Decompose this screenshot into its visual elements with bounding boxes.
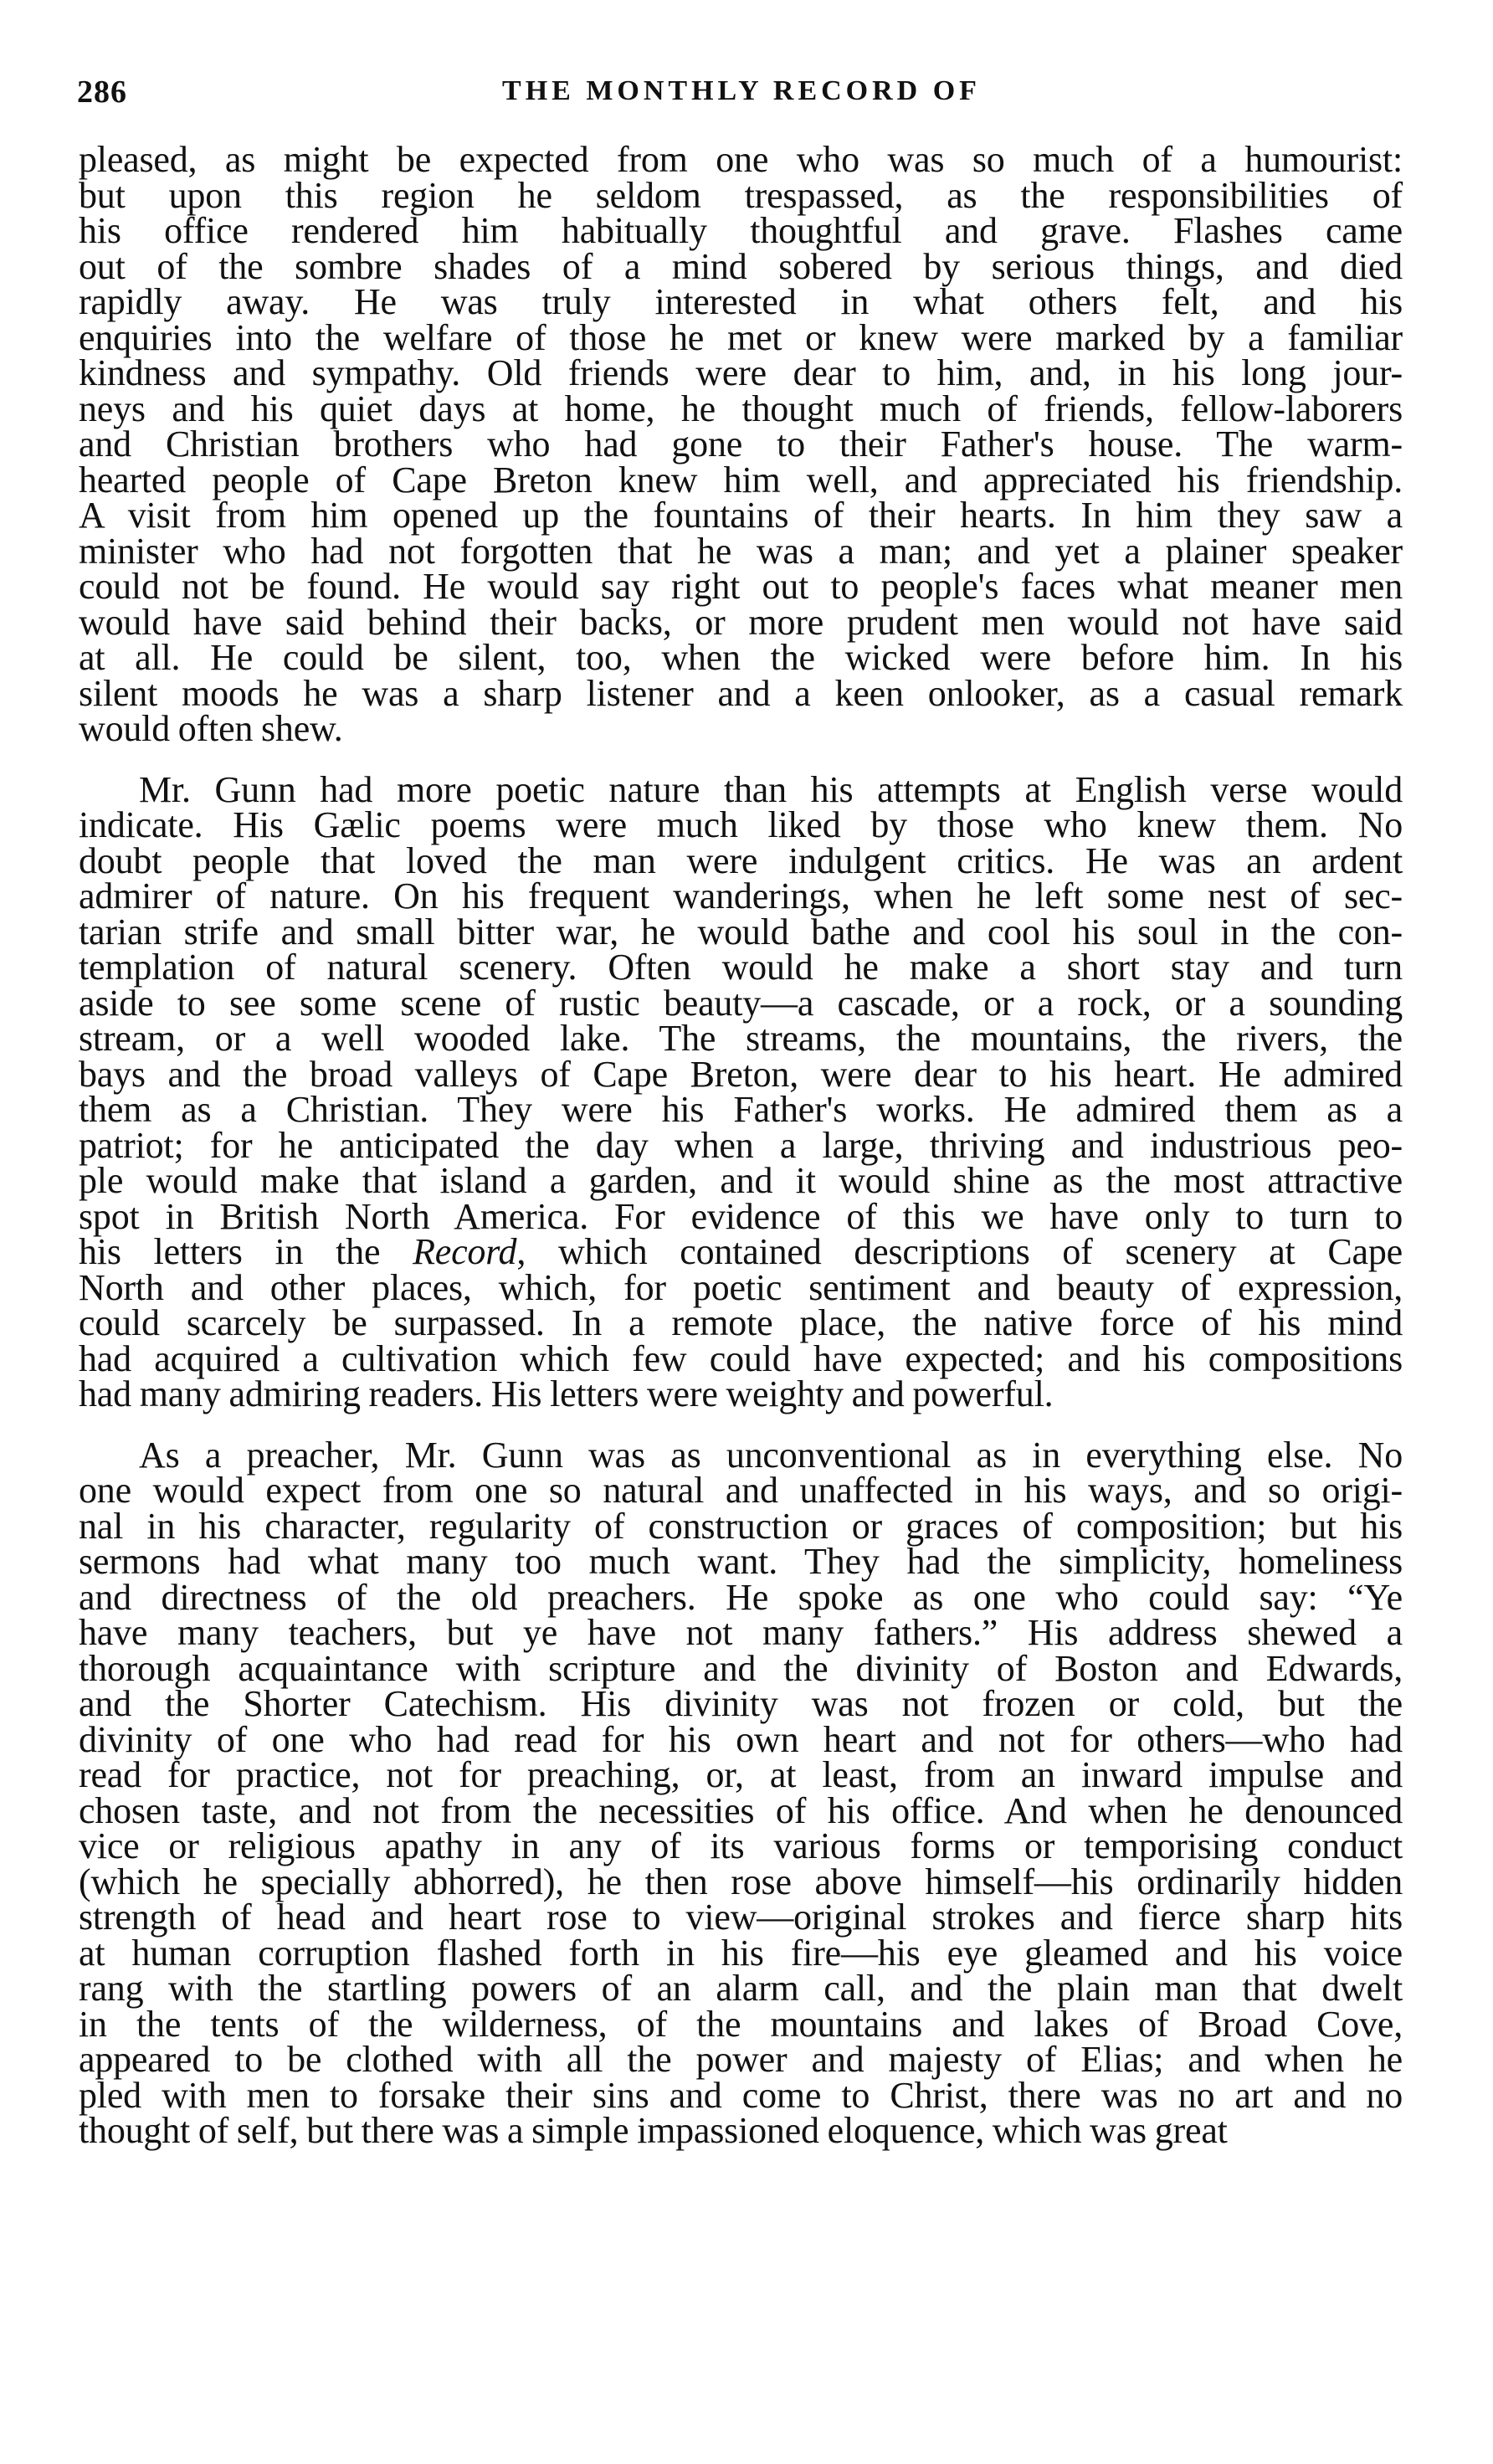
- paragraph: [79, 768, 1403, 1414]
- text-line: hearted people of Cape Breton knew him well, and appreciated his friendship.: [79, 459, 1403, 501]
- text-line: chosen taste, and not from the necessities of his office. And when he denounced: [79, 1789, 1403, 1831]
- text-line: (which he specially abhorred), he then rose above himself—his ordinarily hidden: [79, 1861, 1403, 1902]
- text-line: North and other places, which, for poetic sentiment and beauty of expression,: [79, 1266, 1403, 1308]
- text-line: appeared to be clothed with all the power and majesty of Elias; and when he: [79, 2039, 1403, 2080]
- text-line: nal in his character, regularity of construction or graces of composition; but his: [79, 1505, 1403, 1547]
- text-line: read for practice, not for preaching, or, at least, from an inward impulse and: [79, 1754, 1403, 1795]
- text-line: vice or religious apathy in any of its various forms or temporising conduct: [79, 1825, 1403, 1866]
- text-line: indicate. His Gælic poems were much liked by those who knew them. No: [79, 804, 1403, 845]
- text-line: pleased, as might be expected from one who was so much of a humourist:: [79, 139, 1403, 180]
- text-line: kindness and sympathy. Old friends were dear to him, and, in his long jour-: [79, 352, 1403, 393]
- text-line: bays and the broad valleys of Cape Breton, were dear to his heart. He admired: [79, 1053, 1403, 1095]
- text-line: ple would make that island a garden, and it would shine as the most attractive: [79, 1160, 1403, 1201]
- text-line: rapidly away. He was truly interested in what others felt, and his: [79, 281, 1403, 322]
- paragraph: [79, 139, 1403, 749]
- text-line: but upon this region he seldom trespassed, as the responsibilities of: [79, 174, 1403, 216]
- text-line: thorough acquaintance with scripture and the divinity of Boston and Edwards,: [79, 1647, 1403, 1689]
- text-line: silent moods he was a sharp listener and a keen onlooker, as a casual remark: [79, 672, 1403, 714]
- text-line: Mr. Gunn had more poetic nature than his attempts at English verse would: [139, 768, 1403, 810]
- text-line: them as a Christian. They were his Father's works. He admired them as a: [79, 1089, 1403, 1130]
- text-line: have many teachers, but ye have not many fathers.” His address shewed a: [79, 1612, 1403, 1653]
- text-line: at all. He could be silent, too, when the wicked were before him. In his: [79, 637, 1403, 678]
- text-line: neys and his quiet days at home, he thought much of friends, fellow-laborers: [79, 388, 1403, 429]
- text-line: As a preacher, Mr. Gunn was as unconventional as in everything else. No: [139, 1434, 1403, 1476]
- text-line: enquiries into the welfare of those he met or knew were marked by a familiar: [79, 316, 1403, 358]
- text-line: stream, or a well wooded lake. The streams, the mountains, the rivers, the: [79, 1018, 1403, 1059]
- text-line: had many admiring readers. His letters were weighty and powerful.: [79, 1373, 1054, 1414]
- text-line: spot in British North America. For evidence of this we have only to turn to: [79, 1195, 1403, 1237]
- text-line: tarian strife and small bitter war, he would bathe and cool his soul in the con-: [79, 911, 1403, 952]
- page-number: 286: [77, 74, 127, 110]
- text-line: minister who had not forgotten that he was a man; and yet a plainer speaker: [79, 530, 1403, 572]
- text-line: would often shew.: [79, 708, 343, 749]
- text-line: aside to see some scene of rustic beauty—a cascade, or a rock, or a sounding: [79, 982, 1403, 1024]
- text-line: at human corruption flashed forth in his fire—his eye gleamed and his voice: [79, 1932, 1403, 1974]
- text-line: and Christian brothers who had gone to their Father's house. The warm-: [79, 424, 1403, 465]
- italic-title: Record: [413, 1231, 517, 1272]
- text-line: divinity of one who had read for his own heart and not for others—who had: [79, 1718, 1403, 1760]
- text-line: in the tents of the wilderness, of the mountains and lakes of Broad Cove,: [79, 2003, 1403, 2045]
- text-line: strength of head and heart rose to view—original strokes and fierce sharp hits: [79, 1897, 1403, 1938]
- text-line: thought of self, but there was a simple impassioned eloquence, which was great: [79, 2110, 1228, 2151]
- text-line: pled with men to forsake their sins and come to Christ, there was no art and no: [79, 2074, 1403, 2116]
- text-line: had acquired a cultivation which few could have expected; and his compositions: [79, 1337, 1403, 1379]
- text-line: out of the sombre shades of a mind sobered by serious things, and died: [79, 245, 1403, 287]
- text-line: doubt people that loved the man were indulgent critics. He was an ardent: [79, 839, 1403, 881]
- text-line: could not be found. He would say right out to people's faces what meaner men: [79, 566, 1403, 607]
- page-header: [77, 74, 1406, 116]
- text-line: would have said behind their backs, or more prudent men would not have said: [79, 601, 1403, 643]
- text-line: could scarcely be surpassed. In a remote place, the native force of his mind: [79, 1302, 1403, 1343]
- text-line: one would expect from one so natural and unaffected in his ways, and so origi-: [79, 1470, 1403, 1511]
- text-line: sermons had what many too much want. They had the simplicity, homeliness: [79, 1541, 1403, 1582]
- text-line: rang with the startling powers of an alarm call, and the plain man that dwelt: [79, 1968, 1403, 2009]
- paragraph: [79, 1434, 1403, 2151]
- text-line: his letters in the Record, which contained descriptions of scenery at Cape: [79, 1231, 1403, 1272]
- text-line: and the Shorter Catechism. His divinity was not frozen or cold, but the: [79, 1683, 1403, 1724]
- running-head: THE MONTHLY RECORD OF: [502, 75, 981, 106]
- text-line: templation of natural scenery. Often would he make a short stay and turn: [79, 947, 1403, 988]
- text-line: A visit from him opened up the fountains of their hearts. In him they saw a: [79, 495, 1403, 536]
- body-text: [79, 139, 1403, 2151]
- text-line: and directness of the old preachers. He spoke as one who could say: “Ye: [79, 1576, 1403, 1618]
- text-line: admirer of nature. On his frequent wanderings, when he left some nest of sec-: [79, 875, 1403, 916]
- text-line: patriot; for he anticipated the day when a large, thriving and industrious peo-: [79, 1124, 1403, 1166]
- text-line: his office rendered him habitually thoughtful and grave. Flashes came: [79, 210, 1403, 251]
